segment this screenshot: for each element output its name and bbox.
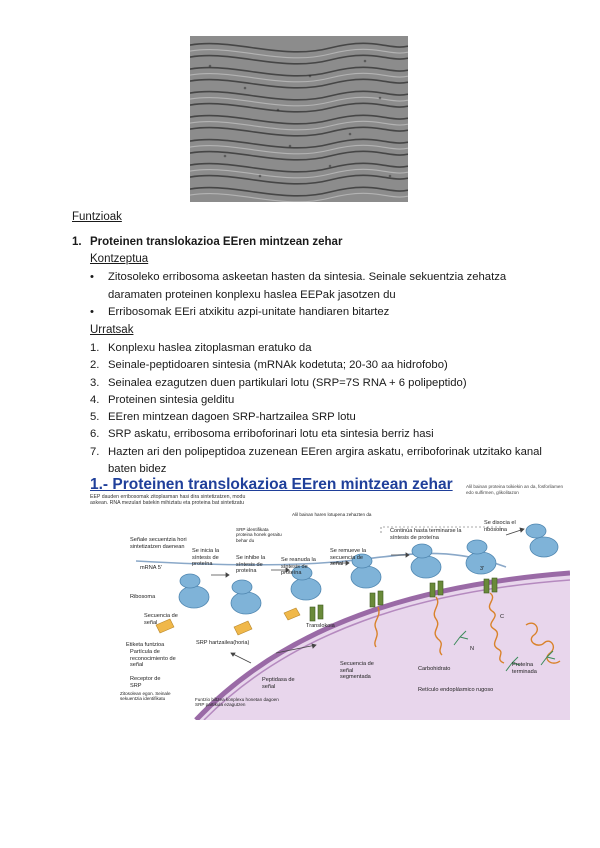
list-item: • Erribosomak EEri atxikitu azpi-unitate handiaren bitartez: [90, 304, 560, 322]
diagram-label: Partícula de reconocimiento de señal: [130, 649, 176, 669]
concept-bullet-list: [90, 269, 560, 322]
diagram-label: Receptor de SRP: [130, 676, 161, 689]
diagram-label: Ribosoma: [130, 594, 156, 600]
step-number: 5.: [90, 411, 100, 424]
diagram-label: Translokoia: [306, 623, 335, 629]
diagram-label: Secuencia de señal: [144, 613, 178, 626]
step-text: Seinalea ezagutzen duen partikulari lotu (SRP=7S RNA + 6 polipeptido): [108, 376, 467, 389]
steps-list: [90, 340, 570, 478]
list-item: [90, 444, 570, 479]
list-item: [90, 426, 570, 443]
list-item: [90, 375, 570, 392]
step-number: 4.: [90, 393, 100, 406]
diagram-label: Continúa hasta terminarse la síntesis de proteína: [390, 528, 462, 541]
step-text: Seinale-peptidoaren sintesia (mRNAk kodetuta; 20-30 aa hidrofobo): [108, 359, 448, 372]
diagram-label: Se inhibe la síntesis de proteína: [236, 555, 266, 575]
step-text: Konplexu haslea zitoplasman eratuko da: [108, 342, 312, 354]
diagram-label: Se disocia el ribosoma: [484, 520, 516, 533]
diagram-label: Secuencia de señal segmentada: [340, 661, 374, 681]
diagram-note: Alil bainan proteina txikiekin an da, fosforilamen edo sulfirmen, glikolitazon: [466, 484, 564, 495]
er-micrograph-image: [190, 36, 408, 202]
steps-subheading: Urratsak: [90, 324, 134, 336]
list-item: [90, 357, 570, 374]
diagram-label: Se reanuda la síntesis de proteína: [281, 557, 316, 577]
diagram-label: SRP identifikata proteina honek geraitu behar du: [236, 527, 282, 543]
step-number: 6.: [90, 428, 100, 441]
diagram-label: Se inicia la síntesis de proteína: [192, 548, 220, 568]
diagram-label: Proteína terminada: [512, 662, 537, 675]
diagram-label: Retículo endoplásmico rugoso: [418, 687, 494, 693]
step-number: 2.: [90, 359, 100, 372]
diagram-label: Carbohidrato: [418, 666, 451, 672]
step-text: Hazten ari den polipeptidoa zuzenean EEren argira askatu, erriboforinak utzitako kanal baten bidez: [108, 445, 542, 476]
list-item: [90, 392, 570, 409]
list-item: [90, 409, 570, 426]
step-number: 1.: [90, 342, 100, 354]
list-item: • Zitosoleko erribosoma askeetan hasten da sintesia. Seinale sekuentzia zehatza daramaten proteinen konplexu haslea EEPak jasotzen du: [90, 269, 560, 304]
diagram-subtitle: EEP dauden erribosomak zitoplasman hasi dira sintetizatzen, modu askean. RNA mezulari batekin mihiztatu eta proteina bat sintetizatu: [90, 494, 246, 507]
diagram-label: Señale secuentzia hori sintetizatzen daenean: [130, 537, 187, 550]
heading-text: Proteinen translokazioa EEren mintzean zehar: [90, 236, 343, 248]
step-number: 3.: [90, 376, 100, 389]
section-title: Funtzioak: [72, 211, 122, 223]
diagram-label: Funtzio biltzea konplexu honetan dagoen SRP partikula ezagutzen: [195, 697, 279, 708]
step-text: EEren mintzean dagoen SRP-hartzailea SRP lotu: [108, 411, 356, 424]
diagram-label: Peptidasa de señal: [262, 677, 295, 690]
concept-subheading: Kontzeptua: [90, 253, 149, 265]
diagram-label: C: [500, 614, 505, 620]
list-item: [90, 340, 570, 357]
step-text: Proteinen sintesia gelditu: [108, 393, 235, 406]
diagram-label: SRP hartzailea(horia): [196, 640, 250, 646]
diagram-label: Etiketa funtzioa: [126, 642, 165, 648]
diagram-label: mRNA 5': [140, 565, 162, 571]
diagram-label: Zitosolean egon. Seinale sekuentzia identifikatu: [120, 691, 171, 702]
diagram-label: N: [470, 646, 475, 652]
diagram-label: Alil bainan haren lotupena zehazten da: [292, 512, 372, 517]
diagram-label: Se remueve la secuencia de señal: [330, 548, 367, 568]
step-text: SRP askatu, erribosoma erriboforinari lotu eta sintesia berriz hasi: [108, 428, 434, 441]
diagram-title: 1.- Proteinen translokazioa EEren mintzean zehar: [90, 476, 453, 493]
step-number: 7.: [90, 445, 100, 458]
heading-number: 1.: [72, 236, 82, 248]
diagram-label: 3': [480, 566, 485, 572]
topic-heading: [72, 236, 342, 248]
